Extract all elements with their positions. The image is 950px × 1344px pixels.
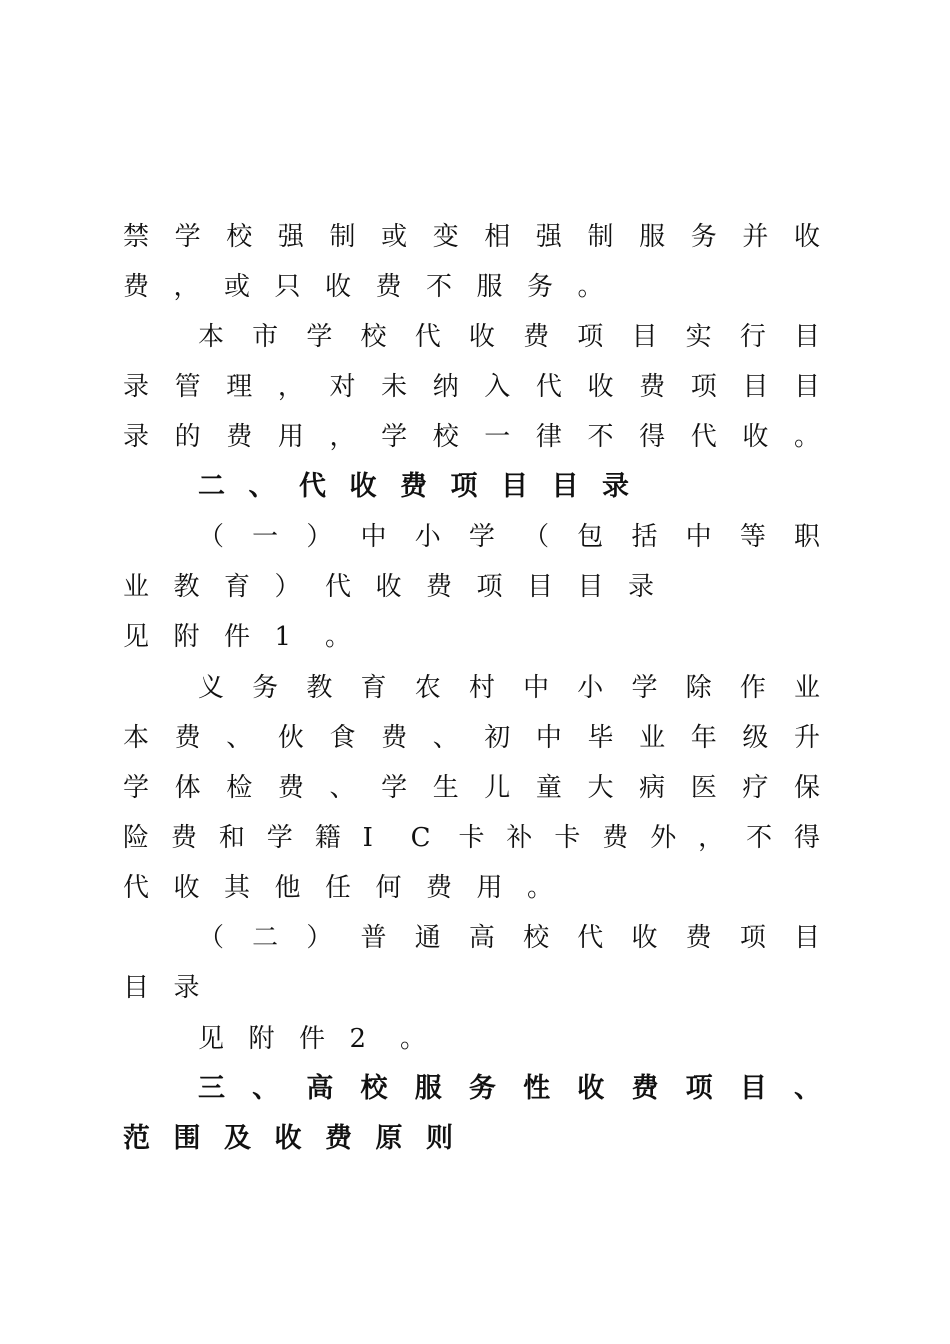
text-char: （ (523, 522, 550, 552)
text-char: 费 (375, 272, 402, 302)
text-char: 代 (299, 471, 326, 502)
text-char: 作 (739, 673, 766, 703)
text-char: 、 (794, 1073, 821, 1104)
text-line (0, 1019, 950, 1059)
text-char: 未 (381, 372, 408, 402)
text-char: 不 (746, 823, 773, 853)
text-char: 并 (742, 222, 769, 252)
text-char: 中 (523, 673, 550, 703)
text-char: 目 (551, 471, 579, 502)
text-char: 费 (400, 471, 427, 502)
text-char: 费 (325, 1123, 352, 1154)
text-char: 学 (381, 773, 408, 803)
text-char: 得 (639, 422, 666, 452)
text-char: 、 (226, 723, 253, 753)
text-char: 代 (325, 572, 352, 602)
text-char: 代 (690, 422, 717, 452)
text-char: 险 (123, 823, 150, 853)
text-char: 及 (224, 1123, 251, 1154)
text-char: 费 (523, 322, 550, 352)
text-char: 市 (252, 322, 279, 352)
text-char: 初 (484, 723, 511, 753)
text-char: 生 (432, 773, 459, 803)
text-char: 代 (535, 372, 562, 402)
text-char: 何 (375, 873, 402, 903)
text-char: 项 (690, 372, 717, 402)
text-char: 职 (794, 522, 821, 552)
text-char: 务 (468, 1073, 496, 1104)
text-char: 收 (742, 422, 769, 452)
text-line (0, 517, 950, 557)
text-char: 学 (468, 522, 495, 552)
text-char: 录 (123, 372, 150, 402)
text-char: 校 (360, 322, 387, 352)
text-char: 和 (218, 823, 245, 853)
text-char: 或 (381, 222, 408, 252)
text-char: 其 (224, 873, 251, 903)
text-char: 费 (426, 572, 453, 602)
text-char: 籍 (314, 823, 341, 853)
text-char: 附 (173, 622, 200, 652)
text-char: 项 (739, 923, 766, 953)
text-char: 小 (577, 673, 604, 703)
text-char: 校 (523, 923, 550, 953)
text-char: 律 (535, 422, 562, 452)
text-char: 毕 (587, 723, 614, 753)
text-line (0, 668, 950, 708)
text-char: 教 (306, 673, 333, 703)
text-char: 收 (794, 222, 821, 252)
text-char: 费 (277, 773, 304, 803)
text-char: 伙 (277, 723, 304, 753)
text-char: 通 (414, 923, 441, 953)
text-char: 附 (248, 1024, 275, 1054)
text-char: 。 (577, 272, 604, 302)
text-char: 只 (274, 272, 301, 302)
text-char: 学 (123, 773, 150, 803)
text-char: 教 (173, 572, 200, 602)
text-char: 围 (173, 1123, 201, 1154)
text-char: 不 (587, 422, 614, 452)
text-char: 外 (650, 823, 677, 853)
text-char: 费 (602, 823, 629, 853)
text-char: 业 (639, 723, 666, 753)
text-char: 制 (329, 222, 356, 252)
text-char: 、 (432, 723, 459, 753)
text-char: 他 (274, 873, 301, 903)
text-char: 。 (794, 422, 821, 452)
text-char: 代 (414, 322, 441, 352)
text-char: ， (698, 823, 725, 853)
text-char: 入 (484, 372, 511, 402)
text-line (0, 417, 950, 457)
text-char: 2 (349, 1024, 367, 1054)
text-char: 录 (628, 572, 655, 602)
text-char: 中 (535, 723, 562, 753)
text-line (0, 768, 950, 808)
text-char: 1 (274, 622, 292, 652)
text-char: 管 (174, 372, 201, 402)
text-char: 性 (523, 1073, 551, 1104)
text-char: 农 (414, 673, 441, 703)
text-char: 、 (329, 773, 356, 803)
text-char: 括 (631, 522, 658, 552)
text-char: 费 (226, 422, 253, 452)
text-char: 项 (577, 322, 604, 352)
text-char: 强 (535, 222, 562, 252)
text-char: 项 (476, 572, 503, 602)
text-char: 三 (198, 1073, 225, 1104)
text-char: 目 (742, 372, 769, 402)
text-line (0, 868, 950, 908)
text-char: 收 (587, 372, 614, 402)
section-heading (0, 467, 950, 507)
text-char: 高 (306, 1073, 334, 1104)
text-char: 儿 (484, 773, 511, 803)
text-char: 收 (468, 322, 495, 352)
text-char: 任 (325, 873, 352, 903)
text-char: 医 (690, 773, 717, 803)
text-char: 录 (602, 471, 629, 502)
text-char: 育 (360, 673, 387, 703)
text-char: 本 (198, 322, 225, 352)
text-char: 。 (400, 1024, 427, 1054)
text-char: 收 (375, 572, 402, 602)
text-char: 校 (360, 1073, 388, 1104)
text-char: 费 (170, 823, 197, 853)
text-char: ， (329, 422, 356, 452)
text-char: 中 (685, 522, 712, 552)
text-char: 等 (739, 522, 766, 552)
text-char: ） (274, 572, 301, 602)
text-char: 村 (468, 673, 495, 703)
text-char: 学 (381, 422, 408, 452)
text-char: ， (173, 272, 200, 302)
text-char: 代 (577, 923, 604, 953)
text-char: C (410, 823, 431, 853)
text-char: 收 (173, 873, 200, 903)
text-line (0, 267, 950, 307)
text-char: 卡 (554, 823, 581, 853)
text-char: 收 (577, 1073, 605, 1104)
text-char: 包 (577, 522, 604, 552)
text-char: 检 (226, 773, 253, 803)
text-char: 高 (468, 923, 495, 953)
text-char: 得 (794, 823, 821, 853)
text-char: 目 (527, 572, 554, 602)
text-char: 育 (224, 572, 251, 602)
text-char: 、 (252, 1073, 280, 1104)
text-char: 代 (123, 873, 150, 903)
text-char: 件 (224, 622, 251, 652)
text-char: 保 (794, 773, 821, 803)
text-line (0, 617, 950, 657)
text-char: 疗 (742, 773, 769, 803)
text-char: 目 (739, 1073, 767, 1104)
text-char: 服 (639, 222, 666, 252)
text-char: 中 (360, 522, 387, 552)
text-char: 本 (123, 723, 150, 753)
text-char: 费 (381, 723, 408, 753)
text-char: 一 (252, 522, 279, 552)
text-char: ） (306, 522, 333, 552)
text-char: 目 (501, 471, 528, 502)
section-heading (0, 1119, 950, 1159)
text-char: 目 (123, 973, 150, 1003)
text-char: 学 (174, 222, 201, 252)
text-char: 卡 (458, 823, 485, 853)
text-char: 原 (375, 1123, 403, 1154)
text-char: 或 (224, 272, 251, 302)
text-char: 体 (174, 773, 201, 803)
text-char: 制 (587, 222, 614, 252)
text-char: 学 (631, 673, 658, 703)
text-char: 用 (277, 422, 304, 452)
text-char: 小 (414, 522, 441, 552)
text-char: 收 (274, 1123, 302, 1154)
text-char: 见 (123, 622, 150, 652)
text-char: 普 (360, 923, 387, 953)
text-char: 变 (432, 222, 459, 252)
text-char: 录 (173, 973, 200, 1003)
section-heading (0, 1069, 950, 1109)
text-char: 业 (794, 673, 821, 703)
text-char: 项 (685, 1073, 713, 1104)
text-char: ， (277, 372, 304, 402)
text-char: 费 (426, 873, 453, 903)
text-char: 目 (794, 322, 821, 352)
text-char: 费 (174, 723, 201, 753)
text-char: 务 (690, 222, 717, 252)
text-char: 升 (794, 723, 821, 753)
text-line (0, 217, 950, 257)
text-char: 对 (329, 372, 356, 402)
text-line (0, 317, 950, 357)
text-char: 理 (226, 372, 253, 402)
text-char: 纳 (432, 372, 459, 402)
text-char: 目 (631, 322, 658, 352)
text-char: 件 (299, 1024, 326, 1054)
text-char: 学 (266, 823, 293, 853)
text-char: 二 (252, 923, 279, 953)
text-char: I (362, 823, 373, 853)
text-char: 病 (639, 773, 666, 803)
text-char: 、 (248, 471, 276, 502)
text-char: 费 (123, 272, 150, 302)
text-char: 二 (198, 471, 225, 502)
text-char: 食 (329, 723, 356, 753)
text-char: 校 (226, 222, 253, 252)
text-char: 务 (252, 673, 279, 703)
text-char: 目 (794, 923, 821, 953)
text-char: 相 (484, 222, 511, 252)
text-char: 。 (325, 622, 352, 652)
text-char: 一 (484, 422, 511, 452)
text-char: 行 (739, 322, 766, 352)
text-char: 强 (277, 222, 304, 252)
text-char: 业 (123, 572, 150, 602)
text-char: 校 (432, 422, 459, 452)
text-char: 费 (631, 1073, 659, 1104)
text-char: 实 (685, 322, 712, 352)
text-char: （ (198, 522, 225, 552)
text-char: （ (198, 923, 225, 953)
text-char: 。 (527, 873, 554, 903)
text-char: 禁 (123, 222, 150, 252)
text-char: 补 (506, 823, 533, 853)
text-char: 见 (198, 1024, 225, 1054)
text-char: 年 (690, 723, 717, 753)
text-line (0, 968, 950, 1008)
text-char: ） (306, 923, 333, 953)
text-char: 的 (174, 422, 201, 452)
text-char: 学 (306, 322, 333, 352)
text-char: 童 (535, 773, 562, 803)
text-line (0, 918, 950, 958)
text-char: 费 (685, 923, 712, 953)
text-line (0, 718, 950, 758)
text-char: 目 (794, 372, 821, 402)
text-char: 收 (631, 923, 658, 953)
text-char: 收 (325, 272, 352, 302)
text-char: 录 (123, 422, 150, 452)
text-char: 服 (414, 1073, 442, 1104)
text-char: 费 (639, 372, 666, 402)
text-char: 不 (426, 272, 453, 302)
text-char: 义 (198, 673, 225, 703)
text-char: 收 (349, 471, 377, 502)
text-line (0, 367, 950, 407)
text-char: 则 (426, 1123, 453, 1154)
text-char: 目 (577, 572, 604, 602)
text-char: 项 (450, 471, 478, 502)
text-char: 大 (587, 773, 614, 803)
text-char: 级 (742, 723, 769, 753)
text-char: 除 (685, 673, 712, 703)
text-line (0, 567, 950, 607)
text-char: 务 (527, 272, 554, 302)
text-char: 用 (476, 873, 503, 903)
text-line (0, 818, 950, 858)
text-char: 服 (476, 272, 503, 302)
text-char: 范 (123, 1123, 150, 1154)
